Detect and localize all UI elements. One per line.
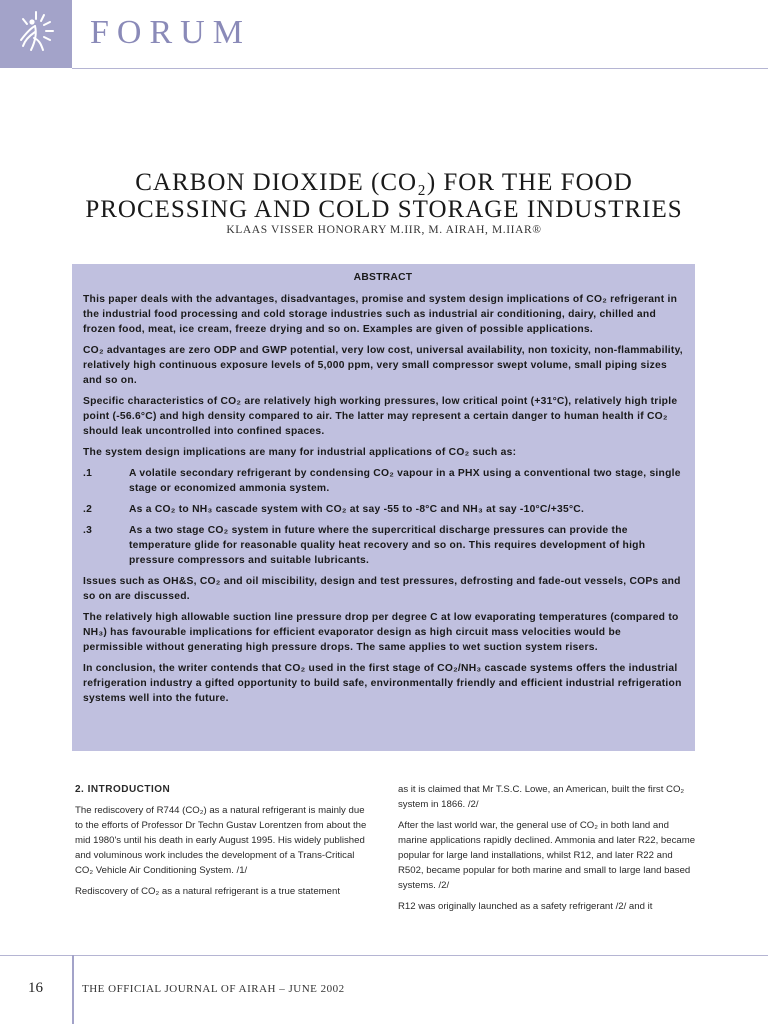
abstract-paragraph-1: This paper deals with the advantages, disadvantages, promise and system design implications of CO₂ refrigerant in the industrial food processing and cold storage industries such as industrial air conditioning, dairy, chilled and frozen food, meat, ice cream, freeze drying and so on. Examples are given of possible applications. [83, 294, 678, 335]
abstract-list-item [83, 466, 683, 496]
article-authors: KLAAS VISSER HONORARY M.IIR, M. AIRAH, M.IIAR® [226, 224, 542, 236]
abstract-paragraph-6: The relatively high allowable suction line pressure drop per degree C at low evaporating temperatures (compared to NH₃) has favourable implications for efficient evaporator design as high circuit mass velocities would be permissible without generating high pressure drops. The same applies to wet suction system risers. [83, 612, 679, 653]
list-item-number: .1 [83, 468, 93, 479]
body-column-right [398, 782, 698, 920]
article-title-line-1: CARBON DIOXIDE (CO₂) FOR THE FOOD [135, 169, 633, 196]
body-paragraph: Rediscovery of CO₂ as a natural refrigerant is a true statement [75, 886, 341, 897]
abstract-paragraph-7: In conclusion, the writer contends that CO₂ used in the first stage of CO₂/NH₃ cascade systems offers the industrial refrigeration industry a gifted opportunity to build safe, environmentally friendly and efficient industrial refrigeration systems well into the future. [83, 663, 682, 704]
abstract-paragraph-4: The system design implications are many for industrial applications of CO₂ such as: [83, 447, 517, 458]
body-paragraph: After the last world war, the general use of CO₂ in both land and marine applications rapidly declined. Ammonia and later R22, became popular for large land installations, whilst R12, and later R22 and R502, became popular for both marine and small to large land based systems. /2/ [398, 820, 696, 891]
list-item-number: .3 [83, 525, 93, 536]
body-paragraph: R12 was originally launched as a safety refrigerant /2/ and it [398, 901, 653, 912]
footer-vertical-rule [72, 955, 74, 1024]
leaping-figure-icon [13, 10, 59, 56]
abstract-paragraph-3: Specific characteristics of CO₂ are relatively high working pressures, low critical point (+31°C), relatively high triple point (-56.6°C) and high density compared to air. The latter may represent a certain danger to human health if CO₂ should leak uncontrolled into confined spaces. [83, 396, 678, 437]
footer-divider [0, 955, 768, 956]
abstract-box [72, 264, 695, 751]
journal-name: THE OFFICIAL JOURNAL OF AIRAH – JUNE 2002 [82, 983, 345, 995]
body-column-left [75, 782, 375, 905]
section-heading: 2. INTRODUCTION [75, 784, 171, 795]
abstract-list-item [83, 502, 683, 517]
page-number: 16 [28, 980, 43, 996]
header-divider [72, 68, 768, 69]
list-item-text: A volatile secondary refrigerant by condensing CO₂ vapour in a PHX using a conventional two stage, single stage or economized ammonia system. [129, 468, 681, 494]
abstract-paragraph-5: Issues such as OH&S, CO₂ and oil miscibility, design and test pressures, defrosting and fade-out vessels, COPs and so on are discussed. [83, 576, 681, 602]
list-item-number: .2 [83, 504, 93, 515]
abstract-heading: ABSTRACT [353, 272, 413, 283]
abstract-paragraph-2: CO₂ advantages are zero ODP and GWP potential, very low cost, universal availability, non toxicity, non-flammability, relatively high continuous exposure levels of 5,000 ppm, very small compressor swept volume, small piping sizes and so on. [83, 345, 683, 386]
list-item-text: As a CO₂ to NH₃ cascade system with CO₂ at say -55 to -8°C and NH₃ at say -10°C/+35°C. [129, 504, 585, 515]
abstract-list-item [83, 523, 683, 568]
list-item-text: As a two stage CO₂ system in future where the supercritical discharge pressures can provide the temperature glide for reasonable quality heat recovery and so on. This requires development of high pressure compressors and suitable lubricants. [129, 525, 646, 566]
logo-box [0, 0, 72, 68]
article-title-line-2: PROCESSING AND COLD STORAGE INDUSTRIES [85, 196, 683, 223]
body-paragraph: as it is claimed that Mr T.S.C. Lowe, an American, built the first CO₂ system in 1866. /2/ [398, 784, 685, 810]
section-title: FORUM [90, 14, 251, 51]
article-title [40, 169, 728, 223]
body-paragraph: The rediscovery of R744 (CO₂) as a natural refrigerant is mainly due to the efforts of Professor Dr Techn Gustav Lorentzen from about the mid 1980's until his death in early August 1995. His widely published and voluminous work includes the development of a Trans-Critical CO₂ Vehicle Air Conditioning System. /1/ [75, 805, 367, 876]
